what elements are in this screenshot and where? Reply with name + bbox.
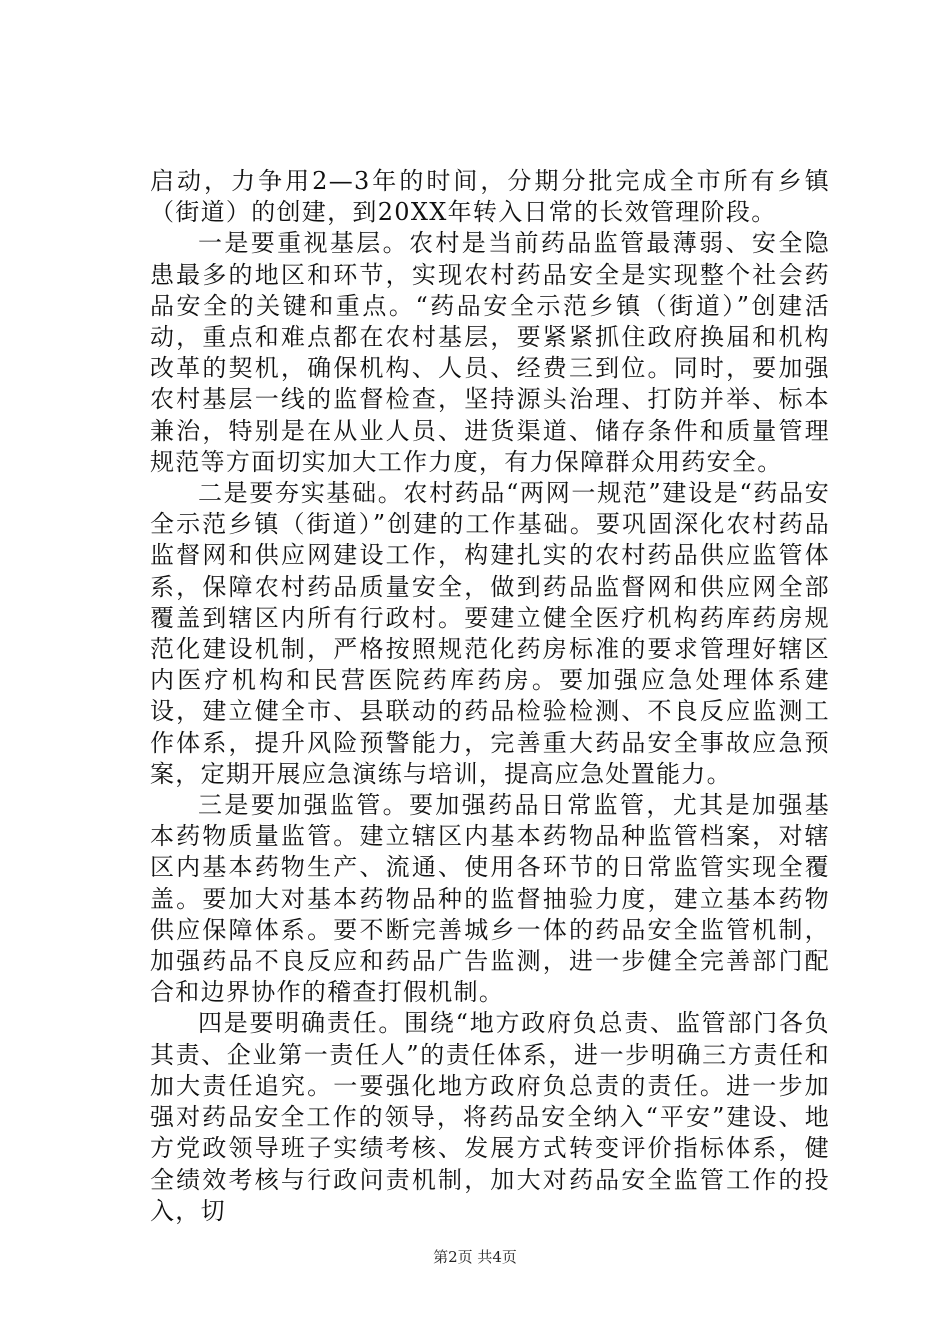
paragraph-supervision: 三是要加强监管。要加强药品日常监管，尤其是加强基本药物质量监管。建立辖区内基本药物品种监管档案，对辖区内基本药物生产、流通、使用各环节的日常监管实现全覆盖。要加大对基本药物品种的监督抽验力度，建立基本药物供应保障体系。要不断完善城乡一体的药品安全监管机制，加强药品不良反应和药品广告监测，进一步健全完善部门配合和边界协作的稽查打假机制。 <box>150 791 830 1007</box>
page-number-footer: 第2页 共4页 <box>433 1248 517 1266</box>
paragraph-foundation: 二是要夯实基础。农村药品“两网一规范”建设是“药品安全示范乡镇（街道）”创建的工作基础。要巩固深化农村药品监督网和供应网建设工作，构建扎实的农村药品供应监管体系，保障农村药品质量安全，做到药品监督网和供应网全部覆盖到辖区内所有行政村。要建立健全医疗机构药库药房规范化建设机制，严格按照规范化药房标准的要求管理好辖区内医疗机构和民营医院药库药房。要加强应急处理体系建设，建立健全市、县联动的药品检验检测、不良反应监测工作体系，提升风险预警能力，完善重大药品安全事故应急预案，定期开展应急演练与培训，提高应急处置能力。 <box>150 479 830 788</box>
document-body <box>150 166 830 1227</box>
paragraph-continuation: 启动，力争用2—3年的时间，分期分批完成全市所有乡镇（街道）的创建，到20XX年转入日常的长效管理阶段。 <box>150 167 830 227</box>
paragraph-responsibility: 四是要明确责任。围绕“地方政府负总责、监管部门各负其责、企业第一责任人”的责任体系，进一步明确三方责任和加大责任追究。一要强化地方政府负总责的责任。进一步加强对药品安全工作的领导，将药品安全纳入“平安”建设、地方党政领导班子实绩考核、发展方式转变评价指标体系，健全绩效考核与行政问责机制，加大对药品安全监管工作的投入，切 <box>150 1009 830 1225</box>
paragraph-grassroots: 一是要重视基层。农村是当前药品监管最薄弱、安全隐患最多的地区和环节，实现农村药品安全是实现整个社会药品安全的关键和重点。“药品安全示范乡镇（街道）”创建活动，重点和难点都在农村基层，要紧紧抓住政府换届和机构改革的契机，确保机构、人员、经费三到位。同时，要加强农村基层一线的监督检查，坚持源头治理、打防并举、标本兼治，特别是在从业人员、进货渠道、储存条件和质量管理规范等方面切实加大工作力度，有力保障群众用药安全。 <box>150 229 830 476</box>
